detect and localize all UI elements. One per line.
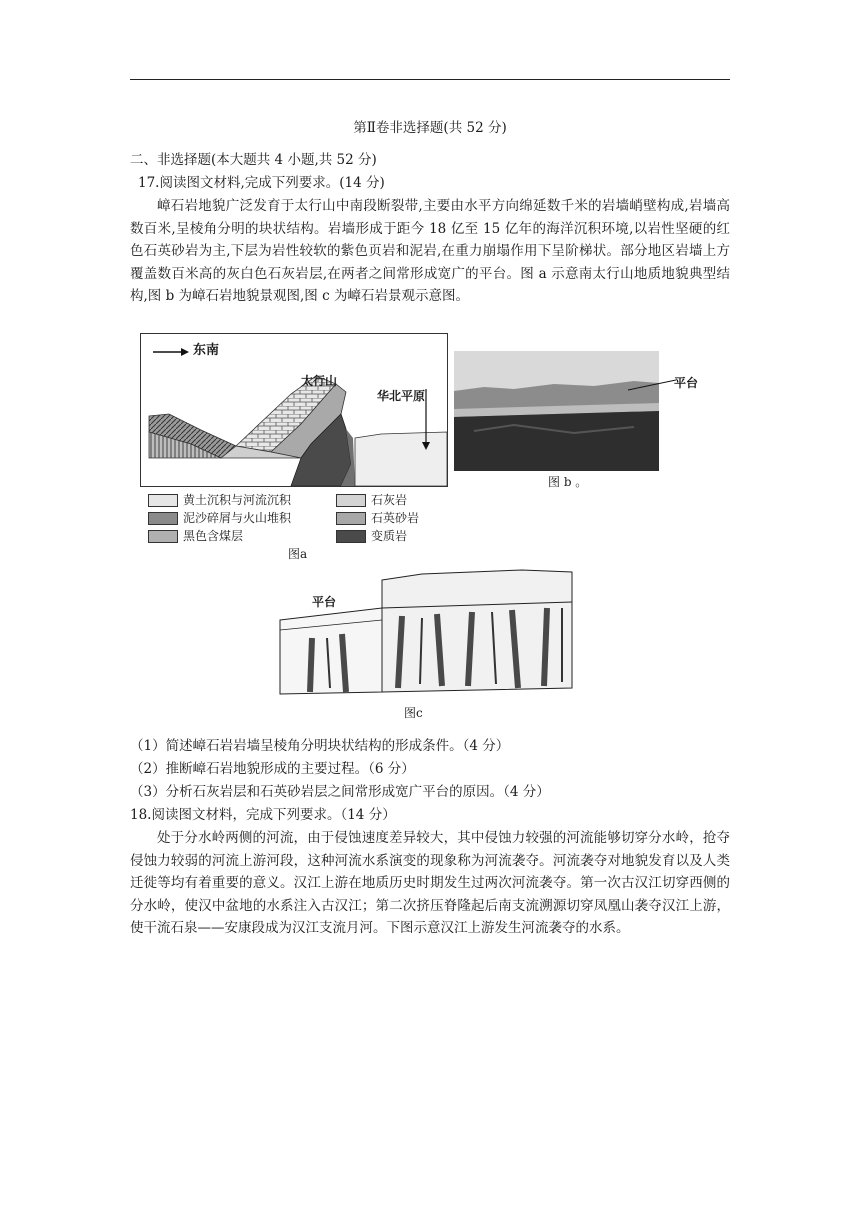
q18-paragraph: 处于分水岭两侧的河流，由于侵蚀速度差异较大，其中侵蚀力较强的河流能够切穿分水岭，抢夺侵蚀力较弱的河流上游河段，这种河流水系演变的现象称为河流袭夺。河流袭夺对地貌发育以及人类迁徙等均有着重要的意义。汉江上游在地质历史时期发生过两次河流袭夺。第一次古汉江切穿西侧的分水岭，使汉中盆地的水系注入古汉江；第二次挤压脊隆起后南支流溯源切穿凤凰山袭夺汉江上游，使干流石泉——安康段成为汉江支流月河。下图示意汉江上游发生河流袭夺的水系。	[130, 830, 730, 936]
header-rule	[130, 79, 730, 80]
legend-swatch	[148, 494, 178, 507]
legend-swatch	[336, 512, 366, 525]
legend-item: 变质岩	[336, 529, 407, 543]
figure-a-cross-section	[140, 333, 448, 487]
q17-question-1: （1）简述嶂石岩岩墙呈棱角分明块状结构的形成条件。（4 分）	[130, 738, 510, 754]
q17-paragraph: 嶂石岩地貌广泛发育于太行山中南段断裂带,主要由水平方向绵延数千米的岩墙峭壁构成,岩墙高数百米,呈棱角分明的块状结构。岩墙形成于距今 18 亿至 15 亿年的海洋沉积环境,以岩性坚硬的红色石英砂岩为主,下层为岩性较软的紫色页岩和泥岩,在重力崩塌作用下呈阶梯状。部分地区岩墙上方覆盖数百米高的灰白色石灰岩层,在两者之间常形成宽广的平台。图 a 示意南太行山地质地貌典型结构,图 b 为嶂石岩地貌景观图,图 c 为嶂石岩景观示意图。	[130, 198, 730, 304]
figure-c-sketch	[272, 568, 578, 700]
legend-item: 石英砂岩	[336, 511, 419, 525]
legend-swatch	[148, 530, 178, 543]
fig-b-platform-label: 平台	[674, 376, 699, 390]
mountain-label: 太行山	[301, 374, 338, 388]
section-title: 第Ⅱ卷非选择题(共 52 分)	[353, 120, 507, 136]
q17-question-2: （2）推断嶂石岩地貌形成的主要过程。（6 分）	[130, 761, 415, 777]
fig-a-caption: 图a	[288, 547, 308, 561]
legend-item: 黑色含煤层	[148, 529, 243, 543]
q18-heading: 18.阅读图文材料，完成下列要求。（14 分）	[130, 807, 396, 823]
cliff-sketch	[272, 568, 578, 700]
fig-c-platform-label: 平台	[312, 595, 337, 609]
plain-label: 华北平原	[377, 389, 426, 403]
legend-item: 泥沙碎屑与火山堆积	[148, 511, 291, 525]
fig-b-pointer-line	[628, 378, 676, 392]
legend-swatch	[336, 530, 366, 543]
direction-label: 东南	[193, 343, 220, 358]
q17-question-3: （3）分析石灰岩层和石英砂岩层之间常形成宽广平台的原因。（4 分）	[130, 784, 550, 800]
fig-b-caption: 图 b 。	[548, 475, 588, 489]
legend-swatch	[148, 512, 178, 525]
legend-swatch	[336, 494, 366, 507]
figure-b-photo	[454, 351, 659, 471]
q17-heading: 17.阅读图文材料,完成下列要求。(14 分)	[138, 175, 385, 191]
legend-item: 石灰岩	[336, 493, 407, 507]
part-heading: 二、非选择题(本大题共 4 小题,共 52 分)	[130, 152, 377, 168]
fig-c-caption: 图c	[404, 706, 423, 720]
cross-section-drawing	[141, 334, 447, 486]
landscape-photo	[454, 351, 659, 471]
legend-item: 黄土沉积与河流沉积	[148, 493, 291, 507]
